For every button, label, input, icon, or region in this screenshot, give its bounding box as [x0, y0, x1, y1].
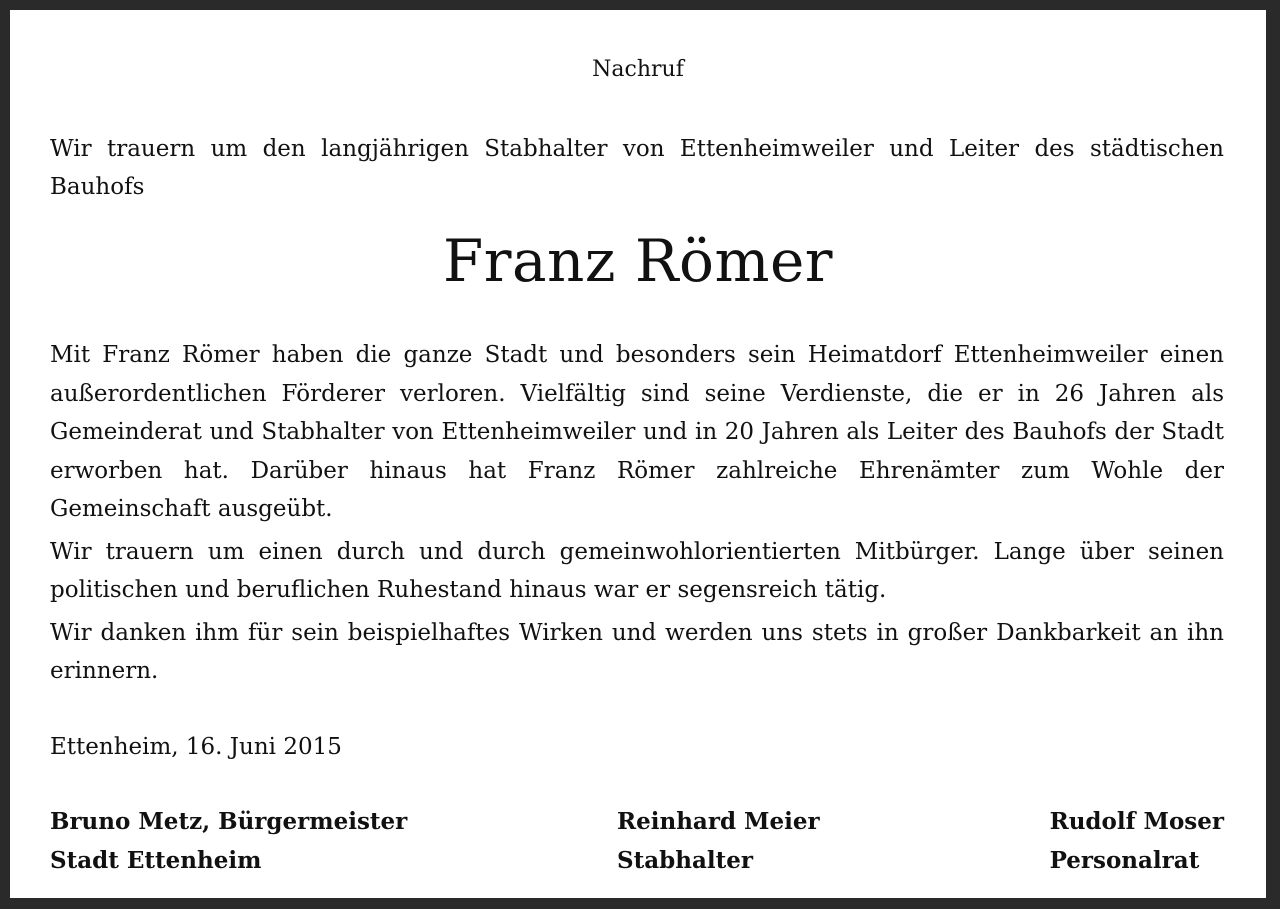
paragraph-thanks: Wir danken ihm für sein beispielhaftes Wirken und werden uns stets in großer Dankbarkeit an ihn erinnern. — [50, 619, 1224, 684]
notice-body — [50, 336, 1224, 695]
signature-personalrat — [1050, 802, 1224, 880]
signature-name: Bruno Metz, Bürgermeister — [50, 808, 408, 835]
deceased-name: Franz Römer — [442, 227, 834, 295]
signature-role: Personalrat — [1049, 847, 1200, 874]
signature-block — [50, 802, 1224, 882]
obituary-notice — [10, 10, 1266, 898]
signature-name: Reinhard Meier — [617, 808, 820, 835]
paragraph-mourning: Wir trauern um einen durch und durch gemeinwohlorientierten Mitbürger. Lange über seinen politischen und beruflichen Ruhestand hinaus war er segensreich tätig. — [50, 538, 1224, 603]
intro-text: Wir trauern um den langjährigen Stabhalter von Ettenheimweiler und Leiter des städtischen Bauhofs — [50, 136, 1224, 200]
signature-mayor — [50, 802, 407, 880]
place-date: Ettenheim, 16. Juni 2015 — [50, 734, 342, 760]
signature-role: Stadt Ettenheim — [50, 847, 262, 874]
paragraph-merits: Mit Franz Römer haben die ganze Stadt und besonders sein Heimatdorf Ettenheimweiler einen außerordentlichen Förderer verloren. Vielfältig sind seine Verdienste, die er in 26 Jahren als Gemeinderat und Stabhalter von Ettenheimweiler und in 20 Jahren als Leiter des Bauhofs der Stadt erworben hat. Darüber hinaus hat Franz Römer zahlreiche Ehrenämter zum Wohle der Gemeinschaft ausgeübt. — [50, 342, 1224, 522]
signature-stabhalter — [617, 802, 820, 880]
notice-heading: Nachruf — [592, 57, 684, 82]
signature-role: Stabhalter — [617, 847, 753, 874]
signature-name: Rudolf Moser — [1049, 808, 1224, 835]
